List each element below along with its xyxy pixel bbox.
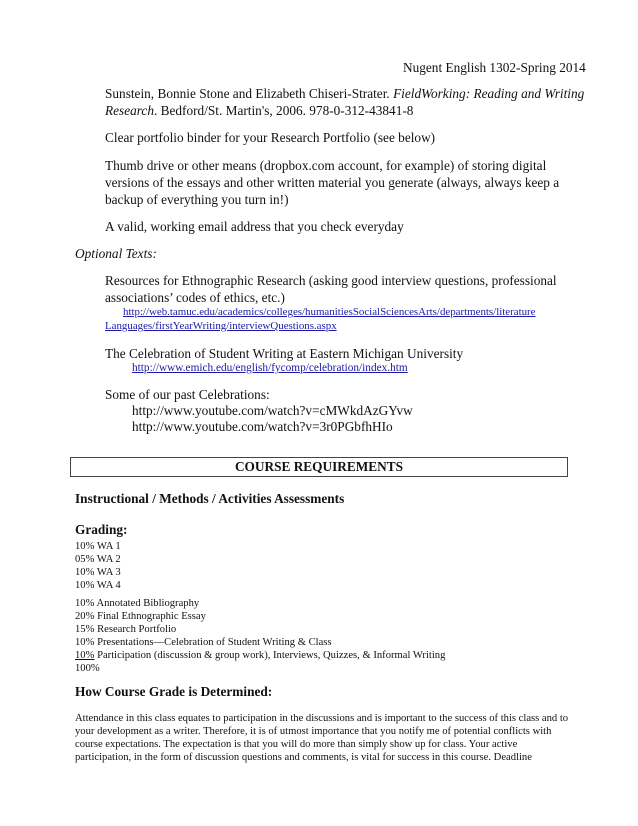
determined-line-3: course expectations. The expectation is that you will do more than simply show up for class. Your active — [75, 739, 518, 750]
textbook-publisher: . Bedford/St. Martin's, 2006. 978-0-312-43841-8 — [153, 103, 414, 118]
optional-texts-heading: Optional Texts: — [75, 246, 157, 261]
past-celebrations-heading: Some of our past Celebrations: — [105, 387, 270, 402]
resources-link-line-2[interactable]: Languages/firstYearWriting/interviewQuestions.aspx — [105, 320, 337, 332]
thumb-drive-line-2: versions of the essays and other written material you generate (always, always keep a — [105, 175, 560, 190]
participation-percent: 10% — [75, 650, 95, 661]
textbook-title-part1: FieldWorking: Reading and Writing — [393, 86, 585, 101]
course-requirements-banner — [70, 457, 568, 477]
grade-determined-heading: How Course Grade is Determined: — [75, 684, 273, 699]
binder-item: Clear portfolio binder for your Research Portfolio (see below) — [105, 130, 436, 145]
methods-heading: Instructional / Methods / Activities Assessments — [75, 491, 345, 506]
resources-line-2: associations’ codes of ethics, etc.) — [105, 290, 285, 305]
textbook-title-part2: Research — [105, 103, 154, 118]
thumb-drive-line-3: backup of everything you turn in!) — [105, 192, 289, 207]
grading-heading: Grading: — [75, 522, 128, 537]
grade-research-portfolio: 15% Research Portfolio — [75, 624, 177, 635]
course-header: Nugent English 1302-Spring 2014 — [403, 60, 586, 75]
grade-participation — [75, 649, 445, 662]
textbook-authors: Sunstein, Bonnie Stone and Elizabeth Chiseri-Strater. — [105, 86, 394, 101]
past-celebration-url-1: http://www.youtube.com/watch?v=cMWkdAzGYvw — [132, 403, 413, 418]
resources-line-1: Resources for Ethnographic Research (asking good interview questions, professional — [105, 273, 557, 288]
resources-link-line-1[interactable]: http://web.tamuc.edu/academics/colleges/humanitiesSocialSciencesArts/departments/literature — [123, 306, 536, 318]
celebration-title: The Celebration of Student Writing at Eastern Michigan University — [105, 346, 464, 361]
celebration-link[interactable]: http://www.emich.edu/english/fycomp/celebration/index.htm — [132, 362, 408, 374]
determined-line-1: Attendance in this class equates to participation in the discussions and is important to the success of this class and to — [75, 713, 569, 724]
course-requirements-title: COURSE REQUIREMENTS — [234, 459, 404, 474]
determined-line-4: participation, in the form of discussion questions and comments, is vital for success in this course. Deadline — [75, 752, 532, 763]
email-item: A valid, working email address that you check everyday — [105, 219, 404, 234]
grade-wa-3: 10% WA 3 — [75, 567, 121, 578]
grade-total: 100% — [75, 663, 100, 674]
grade-wa-2: 05% WA 2 — [75, 554, 121, 565]
grade-wa-4: 10% WA 4 — [75, 580, 121, 591]
grade-annotated-bibliography: 10% Annotated Bibliography — [75, 598, 200, 609]
determined-line-2: your development as a writer. Therefore, it is of utmost importance that you notify me of potential conflicts with — [75, 726, 552, 737]
textbook-line-1 — [105, 85, 584, 102]
grade-final-essay: 20% Final Ethnographic Essay — [75, 611, 206, 622]
grade-presentations: 10% Presentations—Celebration of Student Writing & Class — [75, 637, 332, 648]
thumb-drive-line-1: Thumb drive or other means (dropbox.com account, for example) of storing digital — [105, 158, 547, 173]
grade-wa-1: 10% WA 1 — [75, 541, 121, 552]
participation-description: Participation (discussion & group work), Interviews, Quizzes, & Informal Writing — [94, 650, 446, 661]
past-celebration-url-2: http://www.youtube.com/watch?v=3r0PGbfhHIo — [132, 419, 393, 434]
textbook-line-2 — [105, 102, 413, 119]
